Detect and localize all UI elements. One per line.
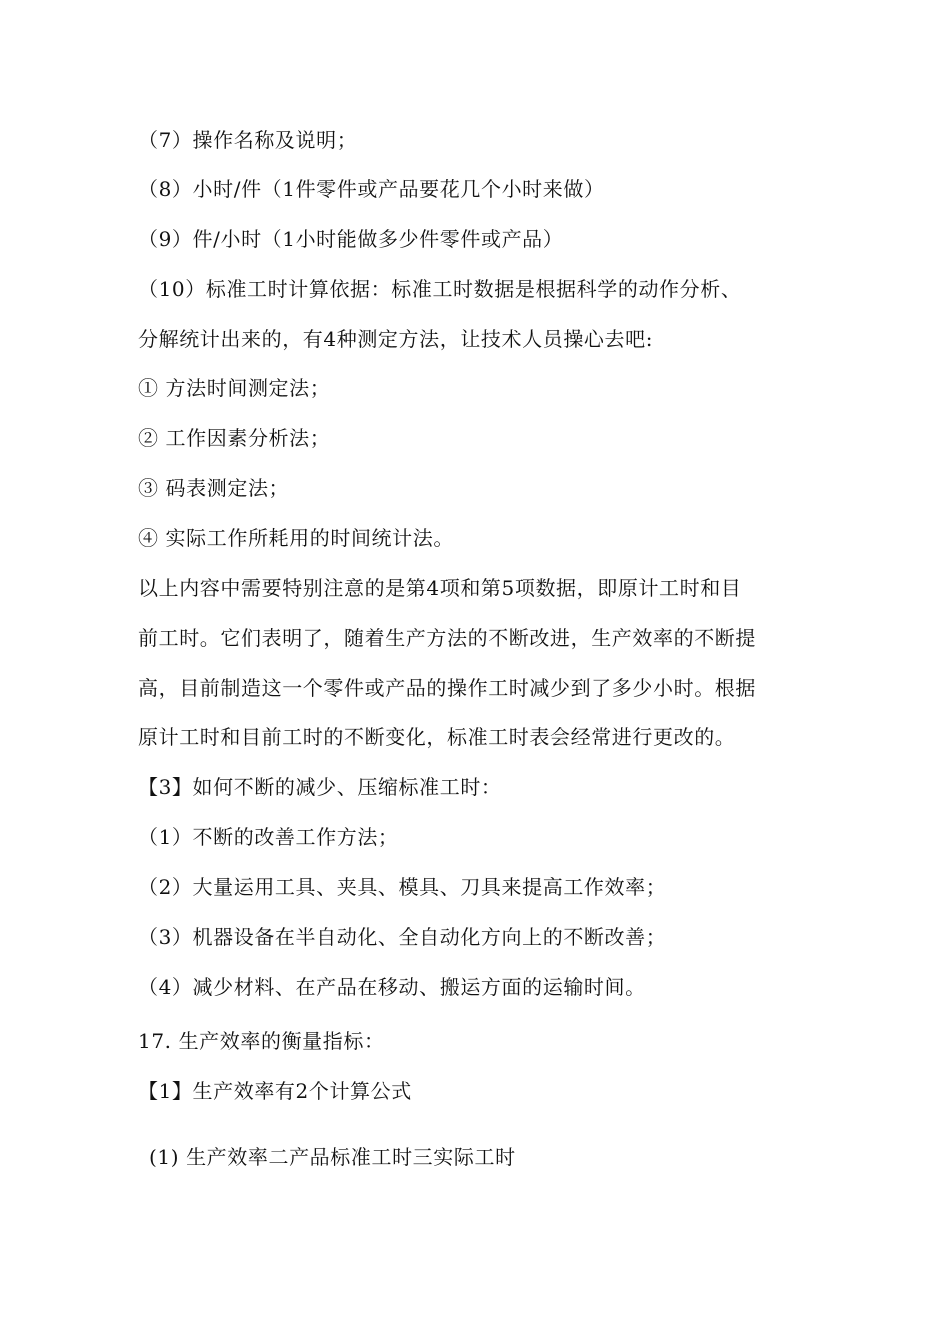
text-line-item-10: （10）标准工时计算依据：标准工时数据是根据科学的动作分析、 (138, 277, 742, 301)
section-title-17: 17. 生产效率的衡量指标： (138, 1029, 385, 1053)
subsection-heading-1: 【1】生产效率有2个计算公式 (138, 1079, 412, 1103)
text-line-item-7: （7）操作名称及说明； (138, 128, 358, 152)
paragraph-line-3: 高，目前制造这一个零件或产品的操作工时减少到了多少小时。根据 (138, 676, 756, 700)
paragraph-line-2: 前工时。它们表明了，随着生产方法的不断改进，生产效率的不断提 (138, 626, 756, 650)
method-2: ② 工作因素分析法； (138, 426, 331, 450)
method-4: ④ 实际工作所耗用的时间统计法。 (138, 526, 454, 550)
text-line-item-9: （9）件/小时（1小时能做多少件零件或产品） (138, 227, 564, 251)
formula-line-1: (1) 生产效率二产品标准工时三实际工时 (149, 1145, 516, 1169)
method-3: ③ 码表测定法； (138, 476, 290, 500)
reduce-item-1: （1）不断的改善工作方法； (138, 825, 399, 849)
reduce-item-3: （3）机器设备在半自动化、全自动化方向上的不断改善； (138, 925, 667, 949)
paragraph-line-4: 原计工时和目前工时的不断变化，标准工时表会经常进行更改的。 (138, 725, 736, 749)
section-heading-3: 【3】如何不断的减少、压缩标准工时： (138, 775, 502, 799)
paragraph-line-1: 以上内容中需要特别注意的是第4项和第5项数据，即原计工时和目 (138, 576, 742, 600)
text-line-item-8: （8）小时/件（1件零件或产品要花几个小时来做） (138, 177, 605, 201)
text-line-item-10-cont: 分解统计出来的，有4种测定方法，让技术人员操心去吧: (138, 327, 654, 351)
reduce-item-4: （4）减少材料、在产品在移动、搬运方面的运输时间。 (138, 975, 646, 999)
method-1: ① 方法时间测定法； (138, 376, 331, 400)
reduce-item-2: （2）大量运用工具、夹具、模具、刀具来提高工作效率； (138, 875, 667, 899)
